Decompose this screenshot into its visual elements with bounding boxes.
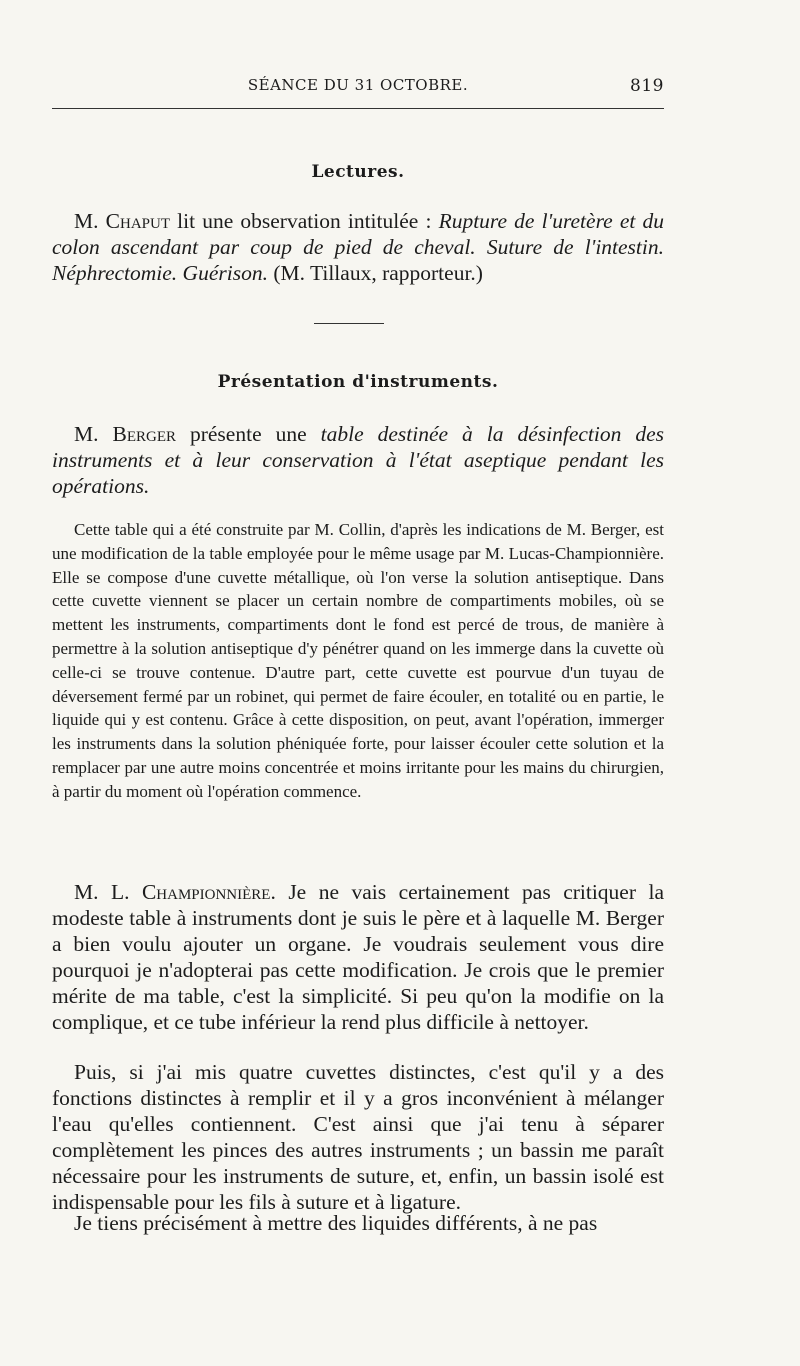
- section-heading-instruments: Présentation d'instruments.: [217, 372, 499, 392]
- observation-title: Rupture de l'uretère et du colon ascendant par coup de pied de cheval. Suture de l'intestin. Néphrectomie. Guérison.: [52, 209, 664, 285]
- section-heading-lectures: Lectures.: [311, 162, 405, 182]
- presentation-intro: [52, 421, 664, 499]
- lecture-paragraph: [52, 208, 664, 286]
- speaker-name: Championnière: [141, 880, 271, 904]
- header-rule: [52, 108, 664, 109]
- discussion-paragraph-1: [52, 879, 664, 1035]
- presentation-title: table destinée à la désinfection des instruments et à leur conservation à l'état aseptique pendant les opérations.: [52, 422, 664, 498]
- speaker-prefix: M.: [74, 422, 113, 446]
- page-number: 819: [630, 76, 664, 96]
- page-header: [52, 76, 664, 100]
- discussion-paragraph-2: Puis, si j'ai mis quatre cuvettes distinctes, c'est qu'il y a des fonctions distinctes à remplir et il y a gros inconvénient à mélanger l'eau qu'elles contiennent. C'est ainsi que j'ai tenu à séparer complètement les pinces des autres instruments ; un bassin me paraît nécessaire pour les instruments de suture, et, enfin, un bassin isolé est indispensable pour les fils à suture et à ligature.: [52, 1060, 664, 1214]
- discussion-paragraph-3: Je tiens précisément à mettre des liquides différents, à ne pas: [74, 1211, 598, 1235]
- running-title: SÉANCE DU 31 OCTOBRE.: [247, 76, 469, 94]
- speaker-prefix: M.: [74, 209, 106, 233]
- paragraph-text: lit une observation intitulée :: [169, 209, 439, 233]
- section-separator: [314, 323, 384, 324]
- speaker-name: Berger: [112, 422, 176, 446]
- speaker-prefix: M. L.: [74, 880, 142, 904]
- paragraph-text: présente une: [176, 422, 321, 446]
- paragraph-text: (M. Tillaux, rapporteur.): [267, 261, 483, 285]
- speaker-name: Chaput: [105, 209, 170, 233]
- paragraph-text: . Je ne vais certainement pas critiquer la modeste table à instruments dont je suis le père et à laquelle M. Berger a bien voulu ajouter un organe. Je voudrais seulement vous dire pourquoi je n'adopterai pas cette modification. Je crois que le premier mérite de ma table, c'est la simplicité. Si peu qu'on la modifie on la complique, et ce tube inférieur la rend plus difficile à nettoyer.: [52, 880, 665, 1034]
- table-description: Cette table qui a été construite par M. Collin, d'après les indications de M. Berger, est une modification de la table employée pour le même usage par M. Lucas-Championnière. Elle se compose d'une cuvette métallique, où l'on verse la solution antiseptique. Dans cette cuvette viennent se placer un certain nombre de compartiments mobiles, où se mettent les instruments, compartiments dont le fond est percé de trous, de manière à permettre à la solution antiseptique d'y pénétrer quand on les immerge dans la cuvette où celle-ci se trouve contenue. D'autre part, cette cuvette est pourvue d'un tuyau de déversement fermé par un robinet, qui permet de faire écouler, en totalité ou en partie, le liquide qui y est contenu. Grâce à cette disposition, on peut, avant l'opération, immerger les instruments dans la solution phéniquée forte, pour laisser écouler cette solution et la remplacer par une autre moins concentrée et moins irritante pour les mains du chirurgien, à partir du moment où l'opération commence.: [52, 520, 664, 801]
